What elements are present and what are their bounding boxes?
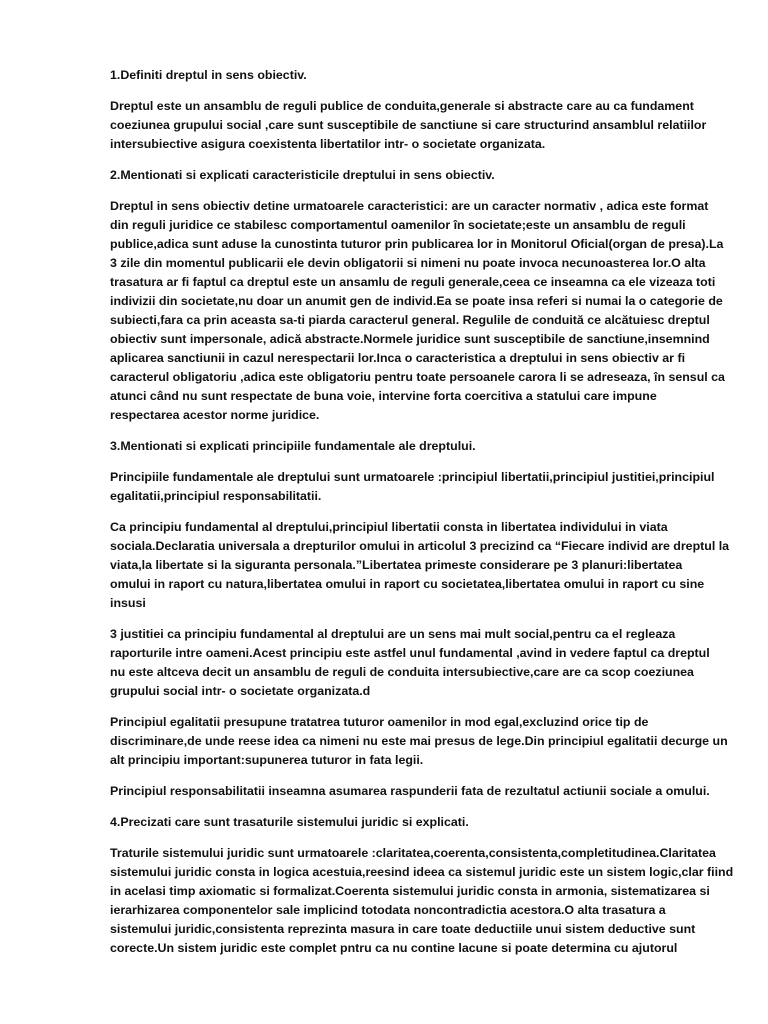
text-line: egalitatii,principiul responsabilitatii. — [110, 489, 322, 503]
heading-2 — [110, 166, 710, 185]
text-line: subiecti,fara ca prin aceasta sa-ti piarda caracterul general. Regulile de conduită ce alcătuiesc dreptul — [110, 313, 710, 327]
text-line: 3 justitiei ca principiu fundamental al dreptului are un sens mai mult social,pentru ca el regleaza — [110, 627, 676, 641]
text-line: in acelasi timp axiomatic si formalizat.Coerenta sistemului juridic consta in armonia, sistematizarea si — [110, 884, 710, 898]
text-line: atunci când nu sunt respectate de buna voie, intervine forta coercitiva a statului care impune — [110, 389, 657, 403]
text-line: nu este altceva decit un ansamblu de reguli de conduita intersubiective,care are ca scop coeziunea — [110, 665, 694, 679]
text-line: Dreptul este un ansamblu de reguli publice de conduita,generale si abstracte care au ca fundament — [110, 99, 694, 113]
paragraph-trasaturi-sistem — [110, 844, 734, 958]
text-line: indivizii din societate,nu doar un anumit gen de individ.Ea se poate insa referi si numai la o categorie de — [110, 294, 723, 308]
text-line: Traturile sistemului juridic sunt urmatoarele :claritatea,coerenta,consistenta,completitudinea.Claritatea — [110, 846, 716, 860]
text-line: sistemului juridic,consistenta reprezinta masura in care toate deductiile unui sistem deductive sunt — [110, 922, 696, 936]
text-line: corecte.Un sistem juridic este complet pntru ca nu contine lacune si poate determina cu ajutorul — [110, 941, 678, 955]
paragraph-principiul-libertatii — [110, 518, 730, 613]
text-line: publice,adica sunt aduse la cunostinta tuturor prin publicarea lor in Monitorul Oficial(organ de presa).La — [110, 237, 724, 251]
text-line: Dreptul in sens obiectiv detine urmatoarele caracteristici: are un caracter normativ , adica este format — [110, 199, 709, 213]
text-line: obiectiv sunt impersonale, adică abstracte.Normele juridice sunt susceptibile de sanctiune,insemnind — [110, 332, 710, 346]
text-line: caracterul obligatoriu ,adica este obligatoriu pentru toate persoanele carora li se adreseaza, în sensul ca — [110, 370, 725, 384]
heading-3 — [110, 437, 710, 456]
text-line: coeziunea grupului social ,care sunt susceptibile de sanctiune si care structurind ansamblul relatiilor — [110, 118, 707, 132]
paragraph-principiul-justitiei — [110, 625, 710, 701]
paragraph-principii-lista — [110, 468, 715, 506]
paragraph-principiul-responsabilitatii — [110, 782, 710, 801]
text-line: Principiul egalitatii presupune tratatrea tuturor oamenilor in mod egal,excluzind orice tip de — [110, 715, 649, 729]
text-line: din reguli juridice ce stabilesc comportamentul oamenilor în societate;este un ansamblu de reguli — [110, 218, 686, 232]
text-line: alt principiu important:supunerea tuturor in fata legii. — [110, 753, 424, 767]
text-line: viata,la libertate si la siguranta personala.”Libertatea primeste considerare pe 3 planuri:libertatea — [110, 558, 683, 572]
text-line: 3 zile din momentul publicarii ele devin obligatorii si nimeni nu poate invoca necunoasterea lor.O alta — [110, 256, 706, 270]
paragraph-drept-obiectiv — [110, 97, 710, 154]
text-line: 1.Definiti dreptul in sens obiectiv. — [110, 68, 307, 82]
text-line: sistemului juridic consta in logica acestuia,reesind ideea ca sistemul juridic este un sistem logic,clar fiind — [110, 865, 734, 879]
heading-1 — [110, 66, 710, 85]
document-body — [110, 66, 734, 970]
paragraph-principiul-egalitatii — [110, 713, 728, 770]
text-line: omului in raport cu natura,libertatea omului in raport cu societatea,libertatea omului in raport cu sine — [110, 577, 705, 591]
text-line: sociala.Declaratia universala a drepturilor omului in articolul 3 precizind ca “Fiecare individ are dreptul la — [110, 539, 730, 553]
text-line: 4.Precizati care sunt trasaturile sistemului juridic si explicati. — [110, 815, 469, 829]
text-line: 2.Mentionati si explicati caracteristicile dreptului in sens obiectiv. — [110, 168, 495, 182]
text-line: intersubiective asigura coexistenta libertatilor intr- o societate organizata. — [110, 137, 546, 151]
text-line: 3.Mentionati si explicati principiile fundamentale ale dreptului. — [110, 439, 476, 453]
text-line: grupului social intr- o societate organizata.d — [110, 684, 371, 698]
text-line: insusi — [110, 596, 146, 610]
text-line: trasatura ar fi faptul ca dreptul este un ansamlu de reguli generale,ceea ce inseamna ca ele vizeaza toti — [110, 275, 716, 289]
paragraph-caracteristici — [110, 197, 725, 425]
text-line: aplicarea sanctiunii in cazul nerespectarii lor.Inca o caracteristica a dreptului in sens obiectiv ar fi — [110, 351, 686, 365]
text-line: Principiile fundamentale ale dreptului sunt urmatoarele :principiul libertatii,principiul justitiei,principiul — [110, 470, 715, 484]
text-line: raporturile intre oameni.Acest principiu este astfel unul fundamental ,avind in vedere faptul ca dreptul — [110, 646, 710, 660]
text-line: respectarea acestor norme juridice. — [110, 408, 320, 422]
text-line: Ca principiu fundamental al dreptului,principiul libertatii consta in libertatea individului in viata — [110, 520, 668, 534]
text-line: Principiul responsabilitatii inseamna asumarea raspunderii fata de rezultatul actiunii sociale a omului. — [110, 784, 710, 798]
text-line: discriminare,de unde reese idea ca nimeni nu este mai presus de lege.Din principiul egalitatii decurge un — [110, 734, 728, 748]
text-line: ierarhizarea componentelor sale implicind totodata noncontradictia acestora.O alta trasatura a — [110, 903, 666, 917]
heading-4 — [110, 813, 710, 832]
